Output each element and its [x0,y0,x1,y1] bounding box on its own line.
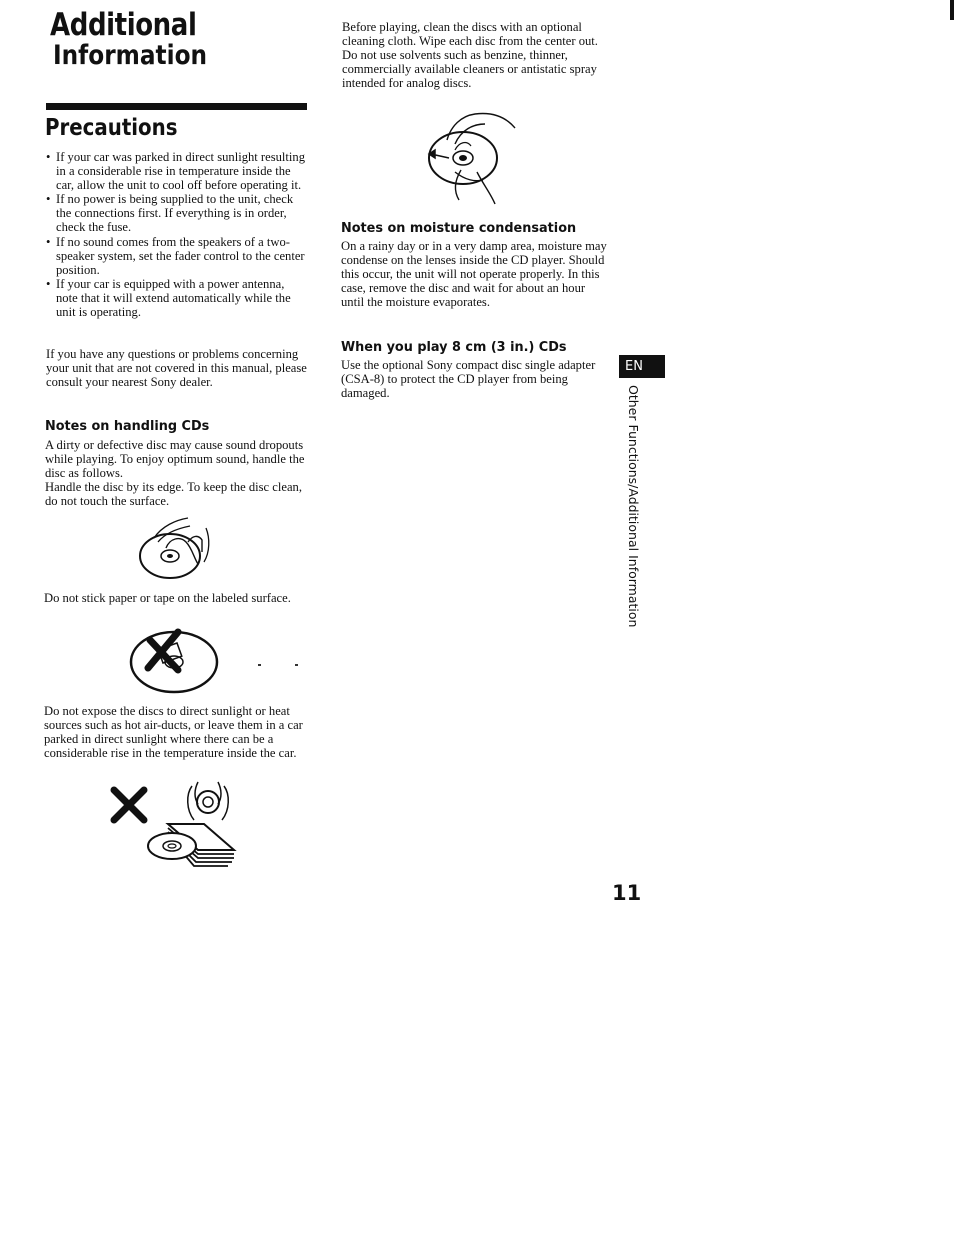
precaution-item: • If no power is being supplied to the unit, check the connections first. If everything is in order, check the fuse. [46,192,308,234]
precaution-item: • If no sound comes from the speakers of a two-speaker system, set the fader control to the center position. [46,235,308,277]
page-title-line1: Additional [50,7,197,43]
cd8-text: Use the optional Sony compact disc single adapter (CSA-8) to protect the CD player from being damaged. [341,358,596,401]
cleaning-para2: Do not use solvents such as benzine, thinner, commercially available cleaners or antistatic spray intended for analog discs. [342,48,597,91]
hand-holding-disc-icon [136,512,216,582]
moisture-heading: Notes on moisture condensation [341,220,577,236]
section-title: Precautions [45,115,178,141]
no-heat-text: Do not expose the discs to direct sunlight or heat sources such as hot air-ducts, or leave them in a car parked in direct sunlight where there can be a considerable rise in the temperature inside the car. [44,704,303,761]
sun-heat-stack-icon [108,780,238,890]
precaution-list [46,150,308,319]
crossed-disc-icon [130,622,230,696]
edge-mark [950,0,954,20]
cleaning-para1: Before playing, clean the discs with an optional cleaning cloth. Wipe each disc from the center out. [342,20,598,49]
page-title-line2: Information [53,40,208,71]
language-tab: EN [619,355,665,378]
cd8-heading: When you play 8 cm (3 in.) CDs [341,339,567,355]
stray-marks [255,660,305,670]
questions-paragraph: If you have any questions or problems concerning your unit that are not covered in this manual, please consult your nearest Sony dealer. [46,347,307,390]
handling-para1: A dirty or defective disc may cause sound dropouts while playing. To enjoy optimum sound, handle the disc as follows. [45,438,305,481]
handling-text [45,438,307,508]
chapter-side-label: Other Functions/Additional Information [626,385,641,628]
handling-para2: Handle the disc by its edge. To keep the disc clean, do not touch the surface. [45,480,302,509]
cleaning-text [342,20,612,90]
section-rule [46,103,307,110]
page-number: 11 [612,881,642,905]
precaution-item: • If your car is equipped with a power antenna, note that it will extend automatically while the unit is operating. [46,277,308,319]
precaution-item: • If your car was parked in direct sunlight resulting in a considerable rise in temperature inside the car, allow the unit to cool off before operating it. [46,150,308,192]
wipe-disc-icon [425,110,520,210]
handling-heading: Notes on handling CDs [45,418,210,434]
moisture-text: On a rainy day or in a very damp area, moisture may condense on the lenses inside the CD player. Should this occur, the unit will not operate properly. In this case, remove the disc and wait for about an hour until the moisture evaporates. [341,239,607,310]
no-sticker-text: Do not stick paper or tape on the labeled surface. [44,591,291,605]
